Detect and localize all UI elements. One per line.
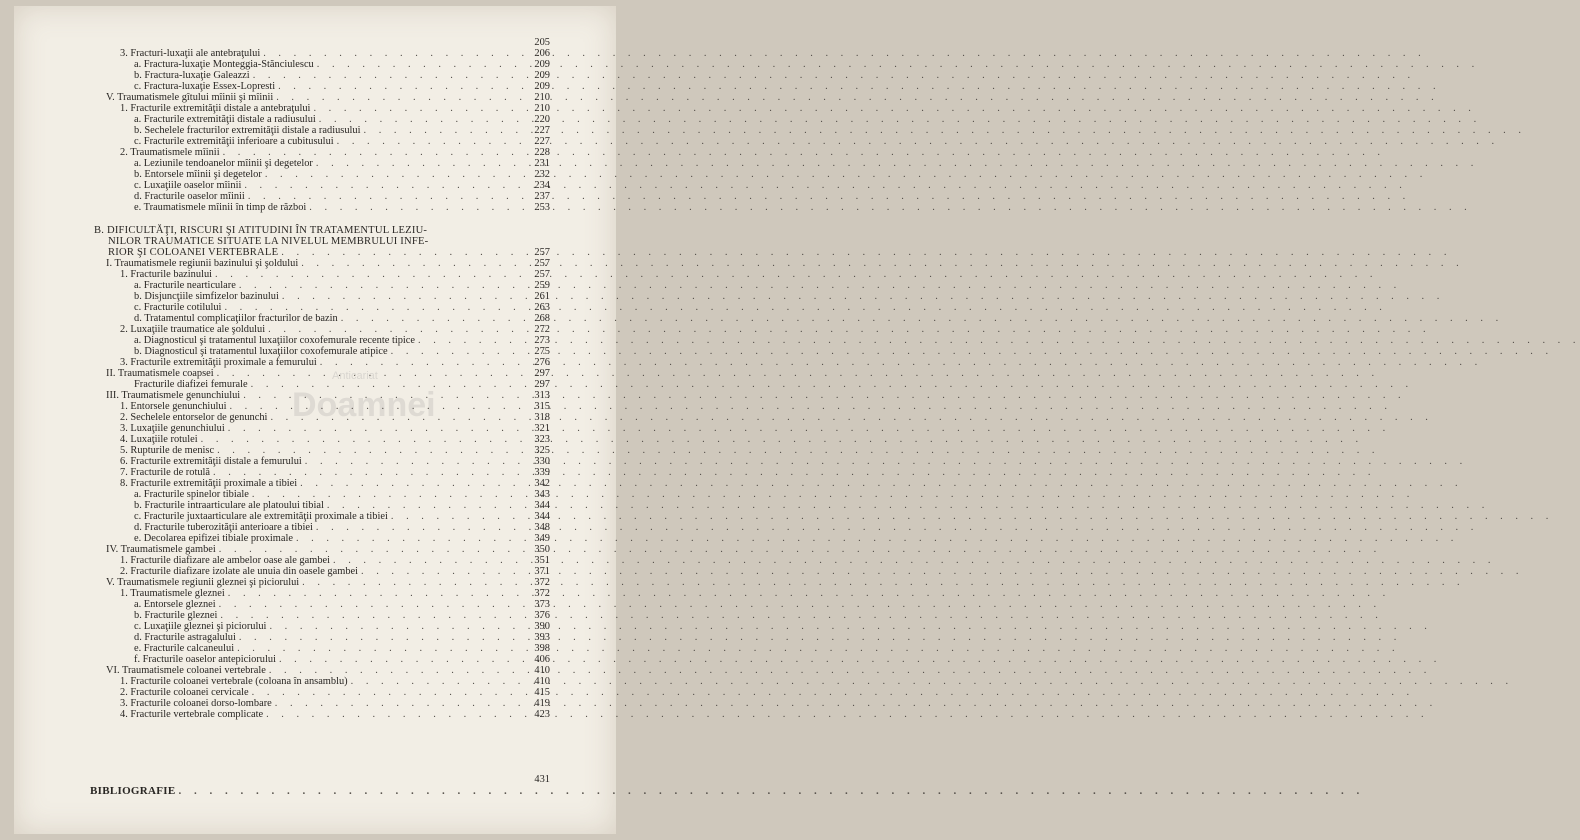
toc-entry: 1. Fracturile extremităţii distale a antebraţului . . . bbox=[120, 103, 520, 114]
toc-entry: f. Fracturile oaselor antepiciorului . . . bbox=[134, 654, 520, 665]
toc-page: 259 bbox=[534, 280, 550, 291]
toc-entry: b. Sechelele fracturilor extremităţii distale a radiusului . . . bbox=[134, 125, 520, 136]
toc-page: 257 bbox=[534, 258, 550, 269]
toc-page: 343 bbox=[534, 489, 550, 500]
book-page bbox=[14, 6, 616, 834]
toc-page: 232 bbox=[534, 169, 550, 180]
toc-page: 231 bbox=[534, 158, 550, 169]
toc-page: 372 bbox=[534, 588, 550, 599]
toc-page: 268 bbox=[534, 313, 550, 324]
toc-page: 423 bbox=[534, 709, 550, 720]
toc-page: 431 bbox=[534, 774, 550, 785]
toc-entry: V. Traumatismele regiunii gleznei şi piciorului . . . bbox=[106, 577, 520, 588]
toc-entry: 3. Luxaţiile genunchiului . . . bbox=[120, 423, 520, 434]
toc-entry: a. Fracturile spinelor tibiale . . . bbox=[134, 489, 520, 500]
toc-page: 323 bbox=[534, 434, 550, 445]
toc-page: 351 bbox=[534, 555, 550, 566]
toc-page: 253 bbox=[534, 202, 550, 213]
toc-entry: a. Fractura-luxaţie Monteggia-Stănciulescu . . . bbox=[134, 59, 520, 70]
toc-page: 227 bbox=[534, 125, 550, 136]
toc-page: 272 bbox=[534, 324, 550, 335]
toc-page: 210 bbox=[534, 103, 550, 114]
toc-entry: 7. Fracturile de rotulă . . . bbox=[120, 467, 520, 478]
toc-page: 297 bbox=[534, 368, 550, 379]
toc-page: 350 bbox=[534, 544, 550, 555]
toc-entry: d. Fracturile astragalului . . . bbox=[134, 632, 520, 643]
section-heading: B. DIFICULTĂŢI, RISCURI ŞI ATITUDINI ÎN TRATAMENTUL LEZIU- bbox=[94, 225, 428, 236]
bibliography-entry: BIBLIOGRAFIE . . . bbox=[90, 786, 520, 797]
toc-entry: V. Traumatismele gîtului mîinii şi mîinii . . . bbox=[106, 92, 520, 103]
toc-entry: 8. Fracturile extremităţii proximale a tibiei . . . bbox=[120, 478, 520, 489]
toc-entry: 6. Fracturile extremităţii distale a femurului . . . bbox=[120, 456, 520, 467]
toc-page: 206 bbox=[534, 48, 550, 59]
toc-entry: b. Fracturile gleznei . . . bbox=[134, 610, 520, 621]
section-heading: NILOR TRAUMATICE SITUATE LA NIVELUL MEMBRULUI INFE- bbox=[108, 236, 429, 247]
toc-page: 257 bbox=[534, 247, 550, 258]
toc-entry: e. Traumatismele mîinii în timp de război . . . bbox=[134, 202, 520, 213]
toc-entry: a. Leziunile tendoanelor mîinii şi degetelor . . . bbox=[134, 158, 520, 169]
toc-entry: b. Disjuncţiile simfizelor bazinului . . . bbox=[134, 291, 520, 302]
toc-entry: e. Fracturile calcaneului . . . bbox=[134, 643, 520, 654]
toc-entry: Fracturile diafizei femurale . . . bbox=[134, 379, 520, 390]
toc-page: 371 bbox=[534, 566, 550, 577]
toc-page: 227 bbox=[534, 136, 550, 147]
toc-entry: II. Traumatismele coapsei . . . bbox=[106, 368, 520, 379]
toc-page: 297 bbox=[534, 379, 550, 390]
toc-page: 205 bbox=[534, 37, 550, 48]
toc-page: 398 bbox=[534, 643, 550, 654]
toc-entry: 1. Entorsele genunchiului . . . bbox=[120, 401, 520, 412]
toc-page: 318 bbox=[534, 412, 550, 423]
toc-page: 348 bbox=[534, 522, 550, 533]
toc-entry: 3. Fracturi-luxaţii ale antebraţului . . . bbox=[120, 48, 520, 59]
toc-entry: 2. Fracturile coloanei cervicale . . . bbox=[120, 687, 520, 698]
toc-page: 373 bbox=[534, 599, 550, 610]
toc-page: 344 bbox=[534, 511, 550, 522]
toc-entry: c. Luxaţiile oaselor mîinii . . . bbox=[134, 180, 520, 191]
toc-entry: IV. Traumatismele gambei . . . bbox=[106, 544, 520, 555]
toc-entry: b. Fracturile intraarticulare ale platoului tibial . . . bbox=[134, 500, 520, 511]
toc-entry: 3. Fracturile extremităţii proximale a femurului . . . bbox=[120, 357, 520, 368]
toc-page: 393 bbox=[534, 632, 550, 643]
toc-page: 263 bbox=[534, 302, 550, 313]
toc-page: 415 bbox=[534, 687, 550, 698]
toc-entry: III. Traumatismele genunchiului . . . bbox=[106, 390, 520, 401]
toc-page: 339 bbox=[534, 467, 550, 478]
toc-entry: 3. Fracturile coloanei dorso-lombare . . . bbox=[120, 698, 520, 709]
toc-page: 419 bbox=[534, 698, 550, 709]
toc-entry: I. Traumatismele regiunii bazinului şi şoldului . . . bbox=[106, 258, 520, 269]
toc-entry: 1. Fracturile bazinului . . . bbox=[120, 269, 520, 280]
toc-page: 257 bbox=[534, 269, 550, 280]
toc-entry: 2. Sechelele entorselor de genunchi . . . bbox=[120, 412, 520, 423]
toc-page: 209 bbox=[534, 81, 550, 92]
toc-entry: c. Luxaţiile gleznei şi piciorului . . . bbox=[134, 621, 520, 632]
toc-page: 321 bbox=[534, 423, 550, 434]
toc-page: 261 bbox=[534, 291, 550, 302]
toc-page: 276 bbox=[534, 357, 550, 368]
toc-page: 234 bbox=[534, 180, 550, 191]
toc-entry: 2. Luxaţiile traumatice ale şoldului . . . bbox=[120, 324, 520, 335]
toc-page: 209 bbox=[534, 70, 550, 81]
toc-page: 342 bbox=[534, 478, 550, 489]
toc-page: 209 bbox=[534, 59, 550, 70]
watermark: Doamnei bbox=[292, 386, 436, 424]
toc-page: 273 bbox=[534, 335, 550, 346]
toc-page: 410 bbox=[534, 676, 550, 687]
section-heading: RIOR ŞI COLOANEI VERTEBRALE . . . bbox=[108, 247, 520, 258]
toc-page: 330 bbox=[534, 456, 550, 467]
toc-page: 372 bbox=[534, 577, 550, 588]
toc-page: 344 bbox=[534, 500, 550, 511]
toc-page: 406 bbox=[534, 654, 550, 665]
toc-entry: 2. Traumatismele mîinii . . . bbox=[120, 147, 520, 158]
toc-page: 210 bbox=[534, 92, 550, 103]
toc-entry: b. Fractura-luxaţie Galeazzi . . . bbox=[134, 70, 520, 81]
toc-entry: d. Fracturile oaselor mîinii . . . bbox=[134, 191, 520, 202]
toc-entry: b. Diagnosticul şi tratamentul luxaţiilor coxofemurale atipice . . . bbox=[134, 346, 520, 357]
toc-entry: 1. Fracturile coloanei vertebrale (coloana în ansamblu) . . . bbox=[120, 676, 520, 687]
toc-entry: e. Decolarea epifizei tibiale proximale . . . bbox=[134, 533, 520, 544]
toc-entry: c. Fracturile cotilului . . . bbox=[134, 302, 520, 313]
toc-entry: VI. Traumatismele coloanei vertebrale . . . bbox=[106, 665, 520, 676]
toc-page: 313 bbox=[534, 390, 550, 401]
toc-entry: c. Fracturile juxtaarticulare ale extremităţii proximale a tibiei . . . bbox=[134, 511, 520, 522]
toc-entry: d. Fracturile tuberozităţii anterioare a tibiei . . . bbox=[134, 522, 520, 533]
toc-entry: b. Entorsele mîinii şi degetelor . . . bbox=[134, 169, 520, 180]
toc-page: 220 bbox=[534, 114, 550, 125]
toc-page: 376 bbox=[534, 610, 550, 621]
toc-entry: a. Entorsele gleznei . . . bbox=[134, 599, 520, 610]
toc-page: 275 bbox=[534, 346, 550, 357]
watermark-small: Anticariat bbox=[332, 370, 378, 382]
toc-entry: 1. Traumatismele gleznei . . . bbox=[120, 588, 520, 599]
toc-entry: a. Fracturile nearticulare . . . bbox=[134, 280, 520, 291]
toc-page: 349 bbox=[534, 533, 550, 544]
toc-entry: a. Diagnosticul şi tratamentul luxaţiilor coxofemurale recente tipice . . . bbox=[134, 335, 520, 346]
toc-entry: c. Fracturile extremităţii inferioare a cubitusului . . . bbox=[134, 136, 520, 147]
toc-page: 228 bbox=[534, 147, 550, 158]
toc-entry: d. Tratamentul complicaţiilor fracturilor de bazin . . . bbox=[134, 313, 520, 324]
toc-page: 315 bbox=[534, 401, 550, 412]
toc-entry: a. Fracturile extremităţii distale a radiusului . . . bbox=[134, 114, 520, 125]
toc-entry: 2. Fracturile diafizare izolate ale unuia din oasele gambei . . . bbox=[120, 566, 520, 577]
toc-entry: 5. Rupturile de menisc . . . bbox=[120, 445, 520, 456]
table-of-contents bbox=[14, 6, 616, 834]
toc-entry: c. Fractura-luxaţie Essex-Lopresti . . . bbox=[134, 81, 520, 92]
toc-page: 390 bbox=[534, 621, 550, 632]
toc-page: 237 bbox=[534, 191, 550, 202]
toc-entry: 4. Fracturile vertebrale complicate . . . bbox=[120, 709, 520, 720]
toc-entry: 1. Fracturile diafizare ale ambelor oase ale gambei . . . bbox=[120, 555, 520, 566]
toc-page: 410 bbox=[534, 665, 550, 676]
toc-entry: 4. Luxaţiile rotulei . . . bbox=[120, 434, 520, 445]
toc-page: 325 bbox=[534, 445, 550, 456]
